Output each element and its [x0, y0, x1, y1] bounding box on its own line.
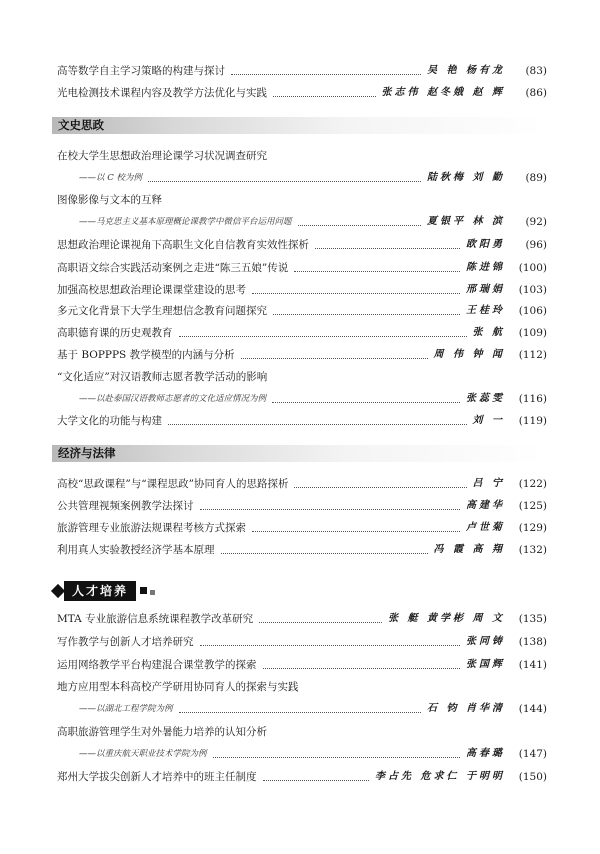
- toc-title: 加强高校思想政治理论课课堂建设的思考: [57, 284, 246, 296]
- toc-entry[interactable]: [57, 541, 547, 557]
- toc-author: 张志伟 赵冬娥 赵 辉: [381, 87, 505, 98]
- toc-entry[interactable]: [57, 213, 547, 229]
- toc-page: (106): [518, 305, 547, 317]
- toc-author: 刘 一: [472, 415, 505, 426]
- leader-dots: [294, 487, 466, 488]
- leader-dots: [315, 248, 460, 249]
- leader-dots: [272, 402, 460, 403]
- toc-page: (109): [518, 327, 547, 339]
- leader-dots: [252, 531, 460, 532]
- toc-page: (135): [518, 613, 547, 625]
- leader-dots: [231, 74, 421, 75]
- leader-dots: [298, 225, 422, 226]
- toc-author: 张同铸: [466, 636, 505, 647]
- leader-dots: [252, 293, 460, 294]
- toc-page: (96): [525, 239, 547, 251]
- leader-dots: [241, 358, 428, 359]
- toc-page: (132): [518, 544, 547, 556]
- toc-title: 基于 BOPPPS 教学模型的内涵与分析: [57, 349, 235, 361]
- toc-title: 光电检测技术课程内容及教学方法优化与实践: [57, 87, 267, 99]
- leader-dots: [179, 336, 467, 337]
- toc-author: 吴 艳 杨有龙: [427, 65, 505, 76]
- toc-entry[interactable]: [57, 281, 547, 297]
- toc-page: (150): [518, 771, 547, 783]
- leader-dots: [273, 96, 376, 97]
- toc-subtitle: ——以湖北工程学院为例: [79, 704, 173, 714]
- toc-title: 图像影像与文本的互释: [57, 194, 162, 206]
- toc-entry[interactable]: [57, 324, 547, 340]
- toc-entry[interactable]: [57, 169, 547, 185]
- toc-entry[interactable]: [57, 519, 547, 535]
- toc-title: 郑州大学拔尖创新人才培养中的班主任制度: [57, 771, 257, 783]
- leader-dots: [263, 780, 370, 781]
- toc-page: (147): [518, 748, 547, 760]
- toc-entry[interactable]: [57, 745, 547, 761]
- toc-title: 大学文化的功能与构建: [57, 415, 162, 427]
- toc-entry[interactable]: [57, 236, 547, 252]
- section-heading: 经济与法律: [52, 445, 544, 462]
- toc-author: 高建华: [466, 500, 505, 511]
- toc-entry[interactable]: [57, 412, 547, 428]
- toc-page: (125): [518, 500, 547, 512]
- toc-page: (89): [525, 172, 547, 184]
- leader-dots: [200, 509, 461, 510]
- toc-page: (119): [518, 415, 547, 427]
- leader-dots: [294, 271, 460, 272]
- toc-title: 高职旅游管理学生对外暑能力培养的认知分析: [57, 726, 267, 738]
- toc-title: “文化适应”对汉语教师志愿者教学活动的影响: [57, 371, 268, 383]
- toc-subtitle: ——以 C 校为例: [79, 173, 142, 183]
- toc-author: 周 伟 钟 闻: [433, 349, 505, 360]
- toc-title: 高职语文综合实践活动案例之走进“陈三五娘”传说: [57, 262, 289, 274]
- toc-entry[interactable]: [57, 147, 547, 163]
- toc-title: 利用真人实验教授经济学基本原理: [57, 544, 215, 556]
- toc-title: 多元文化背景下大学生理想信念教育问题探究: [57, 305, 267, 317]
- toc-page: (103): [518, 284, 547, 296]
- toc-author: 陈进锦: [466, 262, 505, 273]
- leader-dots: [148, 181, 421, 182]
- toc-subtitle: ——以赴泰国汉语教师志愿者的文化适应情况为例: [79, 394, 267, 404]
- toc-author: 高春璐: [466, 748, 505, 759]
- toc-author: 张国辉: [466, 659, 505, 670]
- toc-author: 欧阳勇: [466, 239, 505, 250]
- square-ornament-icon: [140, 587, 147, 594]
- toc-entry[interactable]: [57, 84, 547, 100]
- section-heading: 人才培养: [64, 581, 136, 601]
- toc-title: 公共管理视频案例教学法探讨: [57, 500, 194, 512]
- toc-entry[interactable]: [57, 723, 547, 739]
- toc-author: 张 航: [472, 327, 505, 338]
- toc-entry[interactable]: [57, 475, 547, 491]
- toc-entry[interactable]: [57, 633, 547, 649]
- toc-entry[interactable]: [57, 390, 547, 406]
- toc-page: (86): [525, 87, 547, 99]
- toc-author: 卢世菊: [466, 522, 505, 533]
- leader-dots: [179, 712, 422, 713]
- leader-dots: [273, 314, 460, 315]
- toc-page: (129): [518, 522, 547, 534]
- toc-page: (122): [518, 478, 547, 490]
- toc-title: 高等数学自主学习策略的构建与探讨: [57, 65, 225, 77]
- toc-entry[interactable]: [57, 259, 547, 275]
- toc-author: 冯 霞 高 翔: [433, 544, 505, 555]
- toc-entry[interactable]: [57, 700, 547, 716]
- toc-title: 运用网络教学平台构建混合课堂教学的探索: [57, 659, 257, 671]
- toc-page: (116): [518, 393, 547, 405]
- leader-dots: [168, 424, 467, 425]
- toc-title: 高校“思政课程”与“课程思政”协同育人的思路探析: [57, 478, 289, 490]
- toc-title: 思想政治理论课视角下高职生文化自信教育实效性探析: [57, 239, 309, 251]
- toc-entry[interactable]: [57, 678, 547, 694]
- toc-author: 陆秋梅 刘 勤: [427, 172, 505, 183]
- toc-page: (100): [518, 262, 547, 274]
- toc-page: (92): [525, 216, 547, 228]
- section-banner: [50, 578, 160, 604]
- toc-subtitle: ——马克思主义基本原理概论课教学中微信平台运用问题: [79, 217, 292, 227]
- toc-page: (141): [518, 659, 547, 671]
- toc-author: 吕 宁: [472, 478, 505, 489]
- toc-title: MTA 专业旅游信息系统课程教学改革研究: [57, 613, 254, 625]
- diamond-ornament-icon: [51, 584, 65, 598]
- toc-page: (144): [518, 703, 547, 715]
- toc-title: 旅游管理专业旅游法规课程考核方式探索: [57, 522, 246, 534]
- toc-title: 高职德育课的历史观教育: [57, 327, 173, 339]
- toc-entry[interactable]: [57, 302, 547, 318]
- toc-entry[interactable]: [57, 346, 547, 362]
- toc-entry[interactable]: [57, 497, 547, 513]
- leader-dots: [200, 645, 461, 646]
- toc-title: 在校大学生思想政治理论课学习状况调查研究: [57, 150, 267, 162]
- toc-author: 李占先 危求仁 于明明: [375, 771, 505, 782]
- toc-entry[interactable]: [57, 191, 547, 207]
- toc-entry[interactable]: [57, 368, 547, 384]
- toc-author: 夏银平 林 滨: [427, 216, 505, 227]
- toc-entry[interactable]: [57, 768, 547, 784]
- toc-title: 写作教学与创新人才培养研究: [57, 636, 194, 648]
- toc-entry[interactable]: [57, 656, 547, 672]
- leader-dots: [221, 553, 428, 554]
- toc-entry[interactable]: [57, 610, 547, 626]
- section-heading: 文史思政: [52, 117, 544, 134]
- toc-subtitle: ——以重庆航天职业技术学院为例: [79, 749, 207, 759]
- toc-page: (138): [518, 636, 547, 648]
- toc-author: 张 艇 黄学彬 周 文: [388, 613, 505, 624]
- leader-dots: [263, 668, 461, 669]
- leader-dots: [259, 622, 382, 623]
- toc-author: 王桂玲: [466, 305, 505, 316]
- square-ornament-icon: [150, 590, 155, 595]
- toc-page: (83): [525, 65, 547, 77]
- toc-author: 张蕊雯: [466, 393, 505, 404]
- toc-author: 石 钧 肖华清: [427, 703, 505, 714]
- toc-author: 邢瑞娟: [466, 284, 505, 295]
- leader-dots: [213, 757, 460, 758]
- toc-title: 地方应用型本科高校产学研用协同育人的探索与实践: [57, 681, 299, 693]
- toc-page: (112): [518, 349, 547, 361]
- toc-entry[interactable]: [57, 62, 547, 78]
